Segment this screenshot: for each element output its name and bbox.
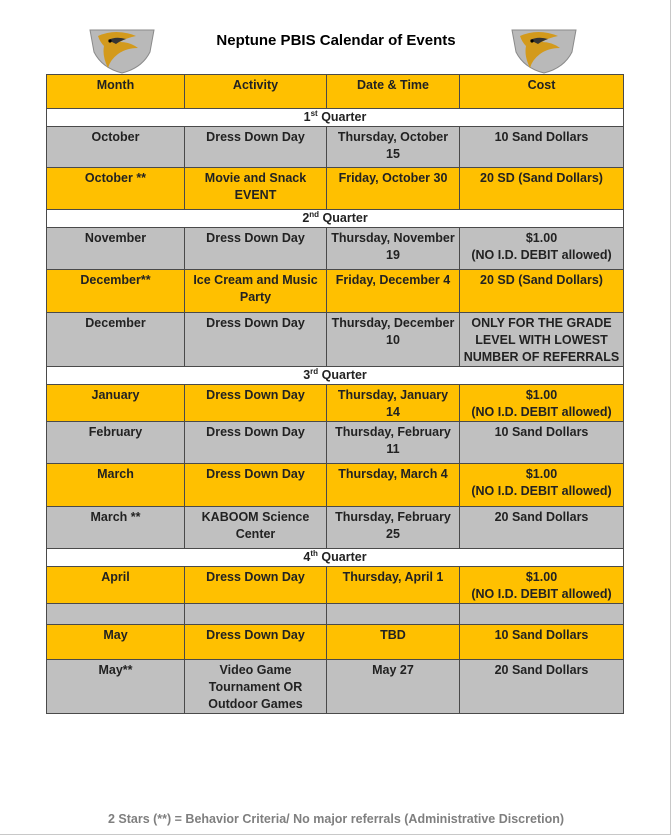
cost-cell xyxy=(460,464,624,507)
quarter-row xyxy=(47,109,624,127)
date-cell: Thursday, January 14 xyxy=(327,385,460,422)
month-cell: March xyxy=(47,464,185,507)
quarter-label: 1st Quarter xyxy=(47,109,624,127)
quarter-row xyxy=(47,210,624,228)
cost-note: (NO I.D. DEBIT allowed) xyxy=(471,405,612,419)
cost-cell: 10 Sand Dollars xyxy=(460,422,624,464)
cost-note: (NO I.D. DEBIT allowed) xyxy=(471,587,612,601)
header-row xyxy=(47,75,624,109)
header-cost: Cost xyxy=(460,75,624,109)
cost-cell xyxy=(460,385,624,422)
activity-cell: KABOOM Science Center xyxy=(185,507,327,549)
month-cell: April xyxy=(47,567,185,604)
date-cell: Thursday, March 4 xyxy=(327,464,460,507)
cost-note: (NO I.D. DEBIT allowed) xyxy=(471,248,612,262)
date-cell: Thursday, December 10 xyxy=(327,313,460,367)
month-cell: November xyxy=(47,228,185,270)
table-row xyxy=(47,228,624,270)
month-cell: October ** xyxy=(47,168,185,210)
date-cell: Thursday, October 15 xyxy=(327,127,460,168)
table-row xyxy=(47,385,624,422)
cost-cell: 20 Sand Dollars xyxy=(460,507,624,549)
cost-cell: 20 SD (Sand Dollars) xyxy=(460,168,624,210)
activity-cell: Video Game Tournament OR Outdoor Games xyxy=(185,660,327,714)
table-row xyxy=(47,567,624,604)
blank-row xyxy=(47,604,624,625)
activity-cell: Dress Down Day xyxy=(185,313,327,367)
cost-cell xyxy=(460,228,624,270)
activity-cell: Dress Down Day xyxy=(185,464,327,507)
blank-cell xyxy=(185,604,327,625)
activity-cell: Movie and Snack EVENT xyxy=(185,168,327,210)
activity-cell: Dress Down Day xyxy=(185,422,327,464)
cost-cell: 20 Sand Dollars xyxy=(460,660,624,714)
date-cell: Thursday, February 25 xyxy=(327,507,460,549)
quarter-label: 4th Quarter xyxy=(47,549,624,567)
date-cell: May 27 xyxy=(327,660,460,714)
cost-cell: 20 SD (Sand Dollars) xyxy=(460,270,624,313)
header-activity: Activity xyxy=(185,75,327,109)
table-row xyxy=(47,464,624,507)
quarter-row xyxy=(47,367,624,385)
cost-amount: $1.00 xyxy=(525,231,558,245)
month-cell: December xyxy=(47,313,185,367)
activity-cell: Dress Down Day xyxy=(185,385,327,422)
cost-amount: $1.00 xyxy=(525,467,558,481)
blank-cell xyxy=(47,604,185,625)
month-cell: May xyxy=(47,625,185,660)
header-date: Date & Time xyxy=(327,75,460,109)
table-row xyxy=(47,313,624,367)
quarter-row xyxy=(47,549,624,567)
cost-cell: ONLY FOR THE GRADE LEVEL WITH LOWEST NUMBER OF REFERRALS xyxy=(460,313,624,367)
date-cell: Friday, October 30 xyxy=(327,168,460,210)
table-row xyxy=(47,270,624,313)
table-row xyxy=(47,168,624,210)
month-cell: February xyxy=(47,422,185,464)
activity-cell: Ice Cream and Music Party xyxy=(185,270,327,313)
month-cell: December** xyxy=(47,270,185,313)
date-cell: Thursday, November 19 xyxy=(327,228,460,270)
date-cell: TBD xyxy=(327,625,460,660)
cost-cell xyxy=(460,567,624,604)
activity-cell: Dress Down Day xyxy=(185,625,327,660)
date-cell: Friday, December 4 xyxy=(327,270,460,313)
page-title: Neptune PBIS Calendar of Events xyxy=(216,32,456,49)
blank-cell xyxy=(327,604,460,625)
table-row xyxy=(47,660,624,714)
date-cell: Thursday, February 11 xyxy=(327,422,460,464)
quarter-label: 2nd Quarter xyxy=(47,210,624,228)
blank-cell xyxy=(460,604,624,625)
table-row xyxy=(47,625,624,660)
footer-note: 2 Stars (**) = Behavior Criteria/ No major referrals (Administrative Discretion) xyxy=(107,812,565,826)
quarter-label: 3rd Quarter xyxy=(47,367,624,385)
month-cell: March ** xyxy=(47,507,185,549)
month-cell: May** xyxy=(47,660,185,714)
table-row xyxy=(47,507,624,549)
events-table xyxy=(46,74,624,714)
cost-cell: 10 Sand Dollars xyxy=(460,625,624,660)
activity-cell: Dress Down Day xyxy=(185,228,327,270)
cost-amount: $1.00 xyxy=(525,388,558,402)
activity-cell: Dress Down Day xyxy=(185,567,327,604)
table-row xyxy=(47,127,624,168)
month-cell: January xyxy=(47,385,185,422)
table-row xyxy=(47,422,624,464)
cost-cell: 10 Sand Dollars xyxy=(460,127,624,168)
date-cell: Thursday, April 1 xyxy=(327,567,460,604)
header-month: Month xyxy=(47,75,185,109)
month-cell: October xyxy=(47,127,185,168)
cost-note: (NO I.D. DEBIT allowed) xyxy=(471,484,612,498)
cost-amount: $1.00 xyxy=(525,570,558,584)
activity-cell: Dress Down Day xyxy=(185,127,327,168)
